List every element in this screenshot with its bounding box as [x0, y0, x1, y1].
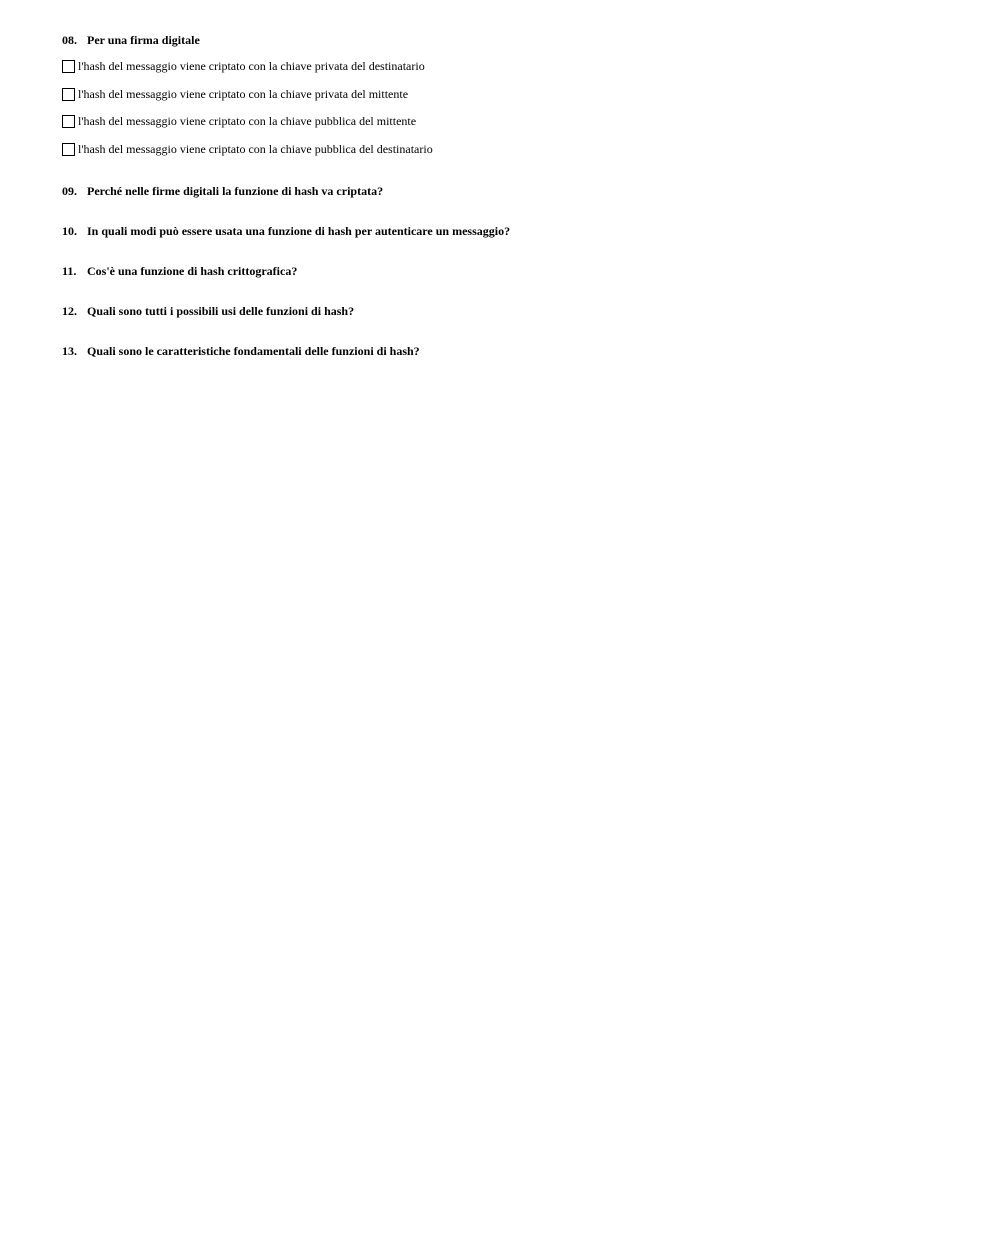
answer-option-4[interactable]	[62, 141, 433, 157]
question-number: 09.	[62, 184, 77, 198]
checkbox[interactable]	[62, 115, 75, 128]
question-text: Quali sono tutti i possibili usi delle funzioni di hash?	[87, 304, 355, 318]
checkbox[interactable]	[62, 88, 75, 101]
question-number: 10.	[62, 224, 77, 238]
answer-option-3[interactable]	[62, 113, 416, 129]
question-13	[62, 344, 420, 358]
question-text: Perché nelle firme digitali la funzione di hash va criptata?	[87, 184, 384, 198]
question-number: 11.	[62, 264, 77, 278]
answer-option-label: l'hash del messaggio viene criptato con la chiave privata del destinatario	[78, 58, 425, 73]
answer-option-2[interactable]	[62, 86, 408, 102]
question-number: 13.	[62, 344, 77, 358]
checkbox[interactable]	[62, 60, 75, 73]
question-text: Cos'è una funzione di hash crittografica?	[87, 264, 298, 278]
answer-option-label: l'hash del messaggio viene criptato con la chiave privata del mittente	[78, 86, 409, 101]
answer-option-label: l'hash del messaggio viene criptato con la chiave pubblica del mittente	[78, 113, 417, 128]
question-08	[62, 33, 200, 47]
question-text: Per una firma digitale	[87, 33, 200, 47]
question-number: 12.	[62, 304, 77, 318]
question-text: In quali modi può essere usata una funzione di hash per autenticare un messaggio?	[87, 224, 511, 238]
answer-option-1[interactable]	[62, 58, 425, 74]
question-09	[62, 184, 383, 198]
question-text: Quali sono le caratteristiche fondamentali delle funzioni di hash?	[87, 344, 420, 358]
answer-option-label: l'hash del messaggio viene criptato con la chiave pubblica del destinatario	[78, 141, 433, 156]
question-number: 08.	[62, 33, 77, 47]
question-12	[62, 304, 354, 318]
checkbox[interactable]	[62, 143, 75, 156]
question-11	[62, 264, 297, 278]
question-10	[62, 224, 510, 238]
